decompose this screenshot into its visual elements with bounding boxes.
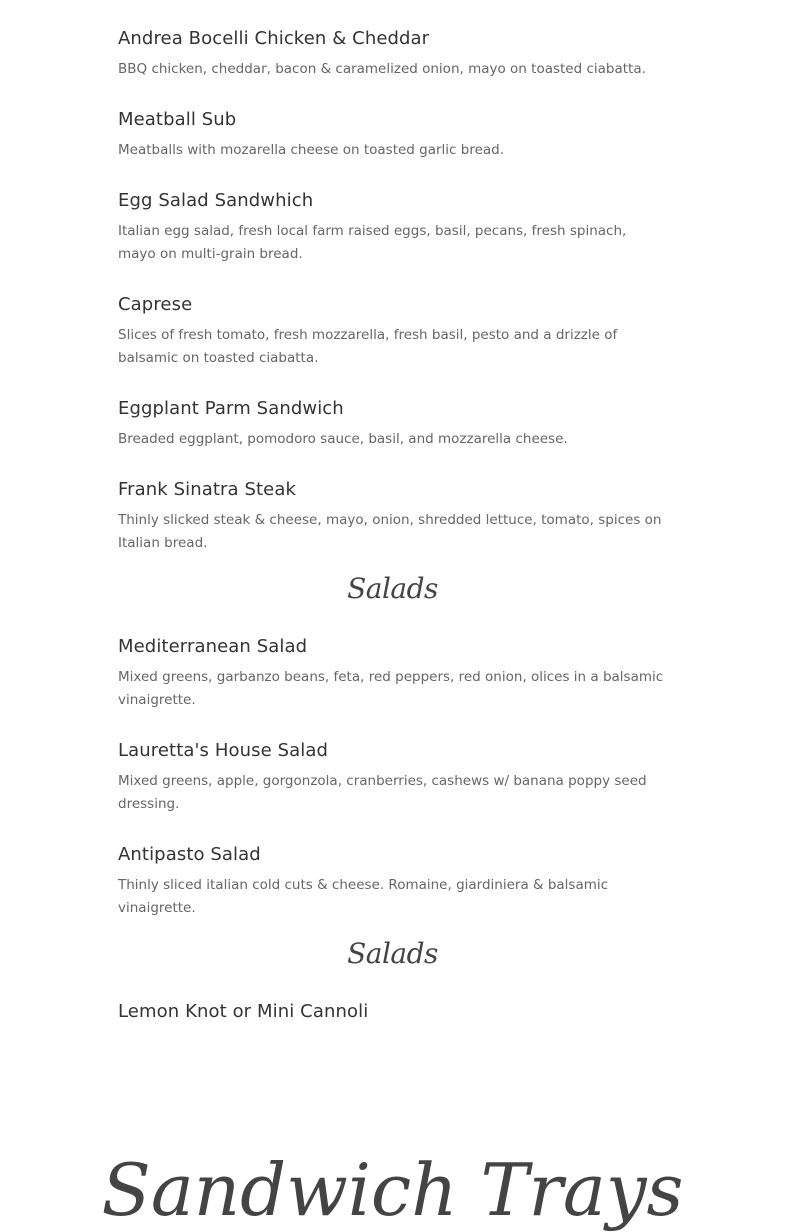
menu-item-description: Meatballs with mozarella cheese on toasted garlic bread. xyxy=(118,142,505,158)
section-heading-salads: Salads xyxy=(347,572,438,605)
menu-item-name: Caprese xyxy=(118,294,193,315)
menu-item xyxy=(118,1001,666,1023)
menu-item xyxy=(118,109,666,162)
menu-item xyxy=(118,844,666,920)
menu-item-name: Mediterranean Salad xyxy=(118,636,308,657)
menu-item-description: Thinly slicked steak & cheese, mayo, onion, shredded lettuce, tomato, spices on Italian bread. xyxy=(118,512,662,551)
menu-item xyxy=(118,28,666,81)
menu-item-description: Slices of fresh tomato, fresh mozzarella, fresh basil, pesto and a drizzle of balsamic on toasted ciabatta. xyxy=(118,327,618,366)
menu-item-description: Breaded eggplant, pomodoro sauce, basil, and mozzarella cheese. xyxy=(118,431,568,447)
menu-item-name: Antipasto Salad xyxy=(118,844,261,865)
footer-script-heading: Sandwich Trays xyxy=(101,1148,684,1232)
menu-item xyxy=(118,479,666,555)
menu-item xyxy=(118,190,666,266)
menu-item-description: Italian egg salad, fresh local farm raised eggs, basil, pecans, fresh spinach, mayo on multi-grain bread. xyxy=(118,223,627,262)
menu-item-description: BBQ chicken, cheddar, bacon & caramelized onion, mayo on toasted ciabatta. xyxy=(118,61,646,77)
menu-item xyxy=(118,636,666,712)
menu-item-name: Andrea Bocelli Chicken & Cheddar xyxy=(118,28,430,49)
menu-item-name: Eggplant Parm Sandwich xyxy=(118,398,344,419)
menu-item-description: Thinly sliced italian cold cuts & cheese. Romaine, giardiniera & balsamic vinaigrette. xyxy=(118,877,609,916)
menu-item-name: Lemon Knot or Mini Cannoli xyxy=(118,1001,369,1022)
menu-item-name: Egg Salad Sandwhich xyxy=(118,190,314,211)
menu-item-description: Mixed greens, apple, gorgonzola, cranberries, cashews w/ banana poppy seed dressing. xyxy=(118,773,647,812)
menu-item xyxy=(118,294,666,370)
menu-item xyxy=(118,398,666,451)
section-heading-dessert: Salads xyxy=(347,937,438,970)
menu-item xyxy=(118,740,666,816)
menu-item-description: Mixed greens, garbanzo beans, feta, red peppers, red onion, olices in a balsamic vinaigrette. xyxy=(118,669,664,708)
menu-item-name: Frank Sinatra Steak xyxy=(118,479,297,500)
menu-item-name: Lauretta's House Salad xyxy=(118,740,328,761)
menu-item-name: Meatball Sub xyxy=(118,109,237,130)
